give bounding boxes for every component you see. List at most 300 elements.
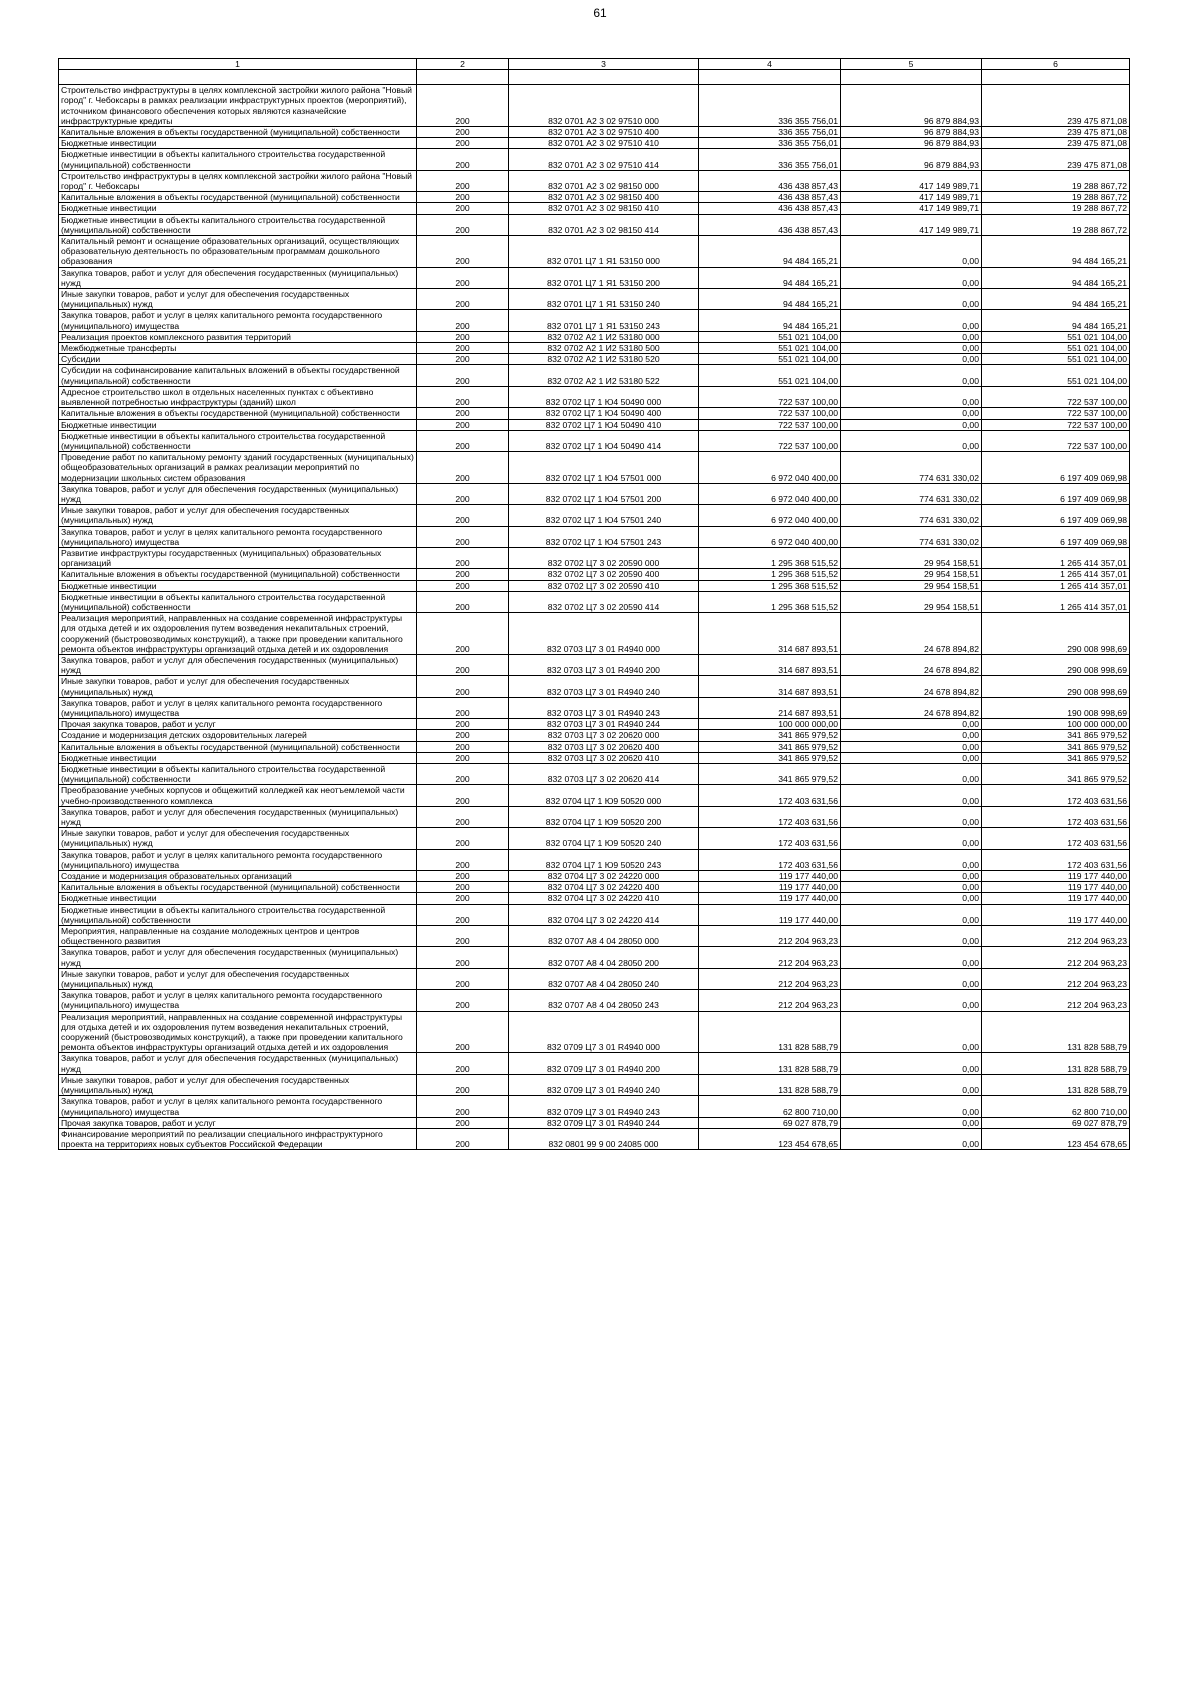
row-approved-cell: 123 454 678,65 bbox=[699, 1128, 841, 1149]
table-row bbox=[59, 430, 1130, 451]
row-executed-cell: 24 678 894,82 bbox=[841, 697, 982, 718]
row-executed-cell: 0,00 bbox=[841, 904, 982, 925]
row-classification-cell: 832 0702 Ц7 1 Ю4 57501 200 bbox=[509, 483, 699, 504]
table-row bbox=[59, 871, 1130, 882]
table-row bbox=[59, 149, 1130, 170]
row-unexecuted-cell: 290 008 998,69 bbox=[982, 676, 1130, 697]
row-unexecuted-cell: 341 865 979,52 bbox=[982, 730, 1130, 741]
row-unexecuted-cell: 172 403 631,56 bbox=[982, 785, 1130, 806]
row-name-cell: Создание и модернизация образовательных организаций bbox=[59, 871, 417, 882]
row-classification-cell: 832 0703 Ц7 3 02 20620 410 bbox=[509, 752, 699, 763]
row-code-cell: 200 bbox=[417, 926, 509, 947]
row-name-cell: Субсидии bbox=[59, 354, 417, 365]
row-code-cell: 200 bbox=[417, 904, 509, 925]
table-row bbox=[59, 1096, 1130, 1117]
row-unexecuted-cell: 1 265 414 357,01 bbox=[982, 580, 1130, 591]
row-code-cell: 200 bbox=[417, 149, 509, 170]
table-row bbox=[59, 1053, 1130, 1074]
row-approved-cell: 551 021 104,00 bbox=[699, 354, 841, 365]
row-name-cell: Бюджетные инвестиции bbox=[59, 752, 417, 763]
row-code-cell: 200 bbox=[417, 419, 509, 430]
row-name-cell: Реализация проектов комплексного развития территорий bbox=[59, 331, 417, 342]
row-unexecuted-cell: 239 475 871,08 bbox=[982, 138, 1130, 149]
row-name-cell: Реализация мероприятий, направленных на создание современной инфраструктуры для отдыха детей и их оздоровления путем возведения некапитальных строений, сооружений (быстровозводимых конструкций), а также при проведении капитального ремонта объектов инфраструктуры организаций отдыха детей и их оздоровления bbox=[59, 1011, 417, 1053]
row-unexecuted-cell: 551 021 104,00 bbox=[982, 343, 1130, 354]
row-approved-cell: 341 865 979,52 bbox=[699, 764, 841, 785]
row-executed-cell: 96 879 884,93 bbox=[841, 149, 982, 170]
row-code-cell: 200 bbox=[417, 741, 509, 752]
row-approved-cell: 436 438 857,43 bbox=[699, 214, 841, 235]
row-approved-cell: 436 438 857,43 bbox=[699, 192, 841, 203]
row-executed-cell: 774 631 330,02 bbox=[841, 483, 982, 504]
row-executed-cell: 0,00 bbox=[841, 354, 982, 365]
row-approved-cell: 551 021 104,00 bbox=[699, 343, 841, 354]
row-classification-cell: 832 0704 Ц7 3 02 24220 410 bbox=[509, 893, 699, 904]
row-executed-cell: 0,00 bbox=[841, 1053, 982, 1074]
row-classification-cell: 832 0703 Ц7 3 02 20620 400 bbox=[509, 741, 699, 752]
row-code-cell: 200 bbox=[417, 203, 509, 214]
row-code-cell: 200 bbox=[417, 408, 509, 419]
row-classification-cell: 832 0701 Ц7 1 Я1 53150 200 bbox=[509, 267, 699, 288]
row-executed-cell: 0,00 bbox=[841, 730, 982, 741]
row-classification-cell: 832 0703 Ц7 3 02 20620 414 bbox=[509, 764, 699, 785]
row-executed-cell: 0,00 bbox=[841, 331, 982, 342]
row-classification-cell: 832 0702 Ц7 3 02 20590 414 bbox=[509, 591, 699, 612]
row-unexecuted-cell: 123 454 678,65 bbox=[982, 1128, 1130, 1149]
row-unexecuted-cell: 212 204 963,23 bbox=[982, 990, 1130, 1011]
row-executed-cell: 0,00 bbox=[841, 719, 982, 730]
row-classification-cell: 832 0702 А2 1 И2 53180 520 bbox=[509, 354, 699, 365]
row-code-cell: 200 bbox=[417, 719, 509, 730]
row-executed-cell: 0,00 bbox=[841, 785, 982, 806]
row-unexecuted-cell: 94 484 165,21 bbox=[982, 267, 1130, 288]
row-name-cell: Закупка товаров, работ и услуг для обеспечения государственных (муниципальных) нужд bbox=[59, 267, 417, 288]
row-code-cell: 200 bbox=[417, 452, 509, 484]
row-approved-cell: 1 295 368 515,52 bbox=[699, 580, 841, 591]
row-unexecuted-cell: 6 197 409 069,98 bbox=[982, 452, 1130, 484]
row-unexecuted-cell: 290 008 998,69 bbox=[982, 613, 1130, 655]
row-unexecuted-cell: 341 865 979,52 bbox=[982, 741, 1130, 752]
table-row bbox=[59, 676, 1130, 697]
row-approved-cell: 436 438 857,43 bbox=[699, 203, 841, 214]
table-body bbox=[59, 85, 1130, 1150]
row-unexecuted-cell: 341 865 979,52 bbox=[982, 764, 1130, 785]
row-classification-cell: 832 0702 Ц7 1 Ю4 50490 410 bbox=[509, 419, 699, 430]
row-executed-cell: 0,00 bbox=[841, 430, 982, 451]
row-classification-cell: 832 0701 А2 3 02 98150 000 bbox=[509, 170, 699, 191]
row-unexecuted-cell: 722 537 100,00 bbox=[982, 408, 1130, 419]
row-code-cell: 200 bbox=[417, 310, 509, 331]
row-executed-cell: 29 954 158,51 bbox=[841, 580, 982, 591]
row-approved-cell: 100 000 000,00 bbox=[699, 719, 841, 730]
row-code-cell: 200 bbox=[417, 580, 509, 591]
table-row bbox=[59, 408, 1130, 419]
row-code-cell: 200 bbox=[417, 591, 509, 612]
row-classification-cell: 832 0702 А2 1 И2 53180 522 bbox=[509, 365, 699, 386]
row-classification-cell: 832 0704 Ц7 3 02 24220 000 bbox=[509, 871, 699, 882]
table-row bbox=[59, 849, 1130, 870]
row-executed-cell: 0,00 bbox=[841, 990, 982, 1011]
table-row bbox=[59, 613, 1130, 655]
row-classification-cell: 832 0704 Ц7 3 02 24220 400 bbox=[509, 882, 699, 893]
row-code-cell: 200 bbox=[417, 613, 509, 655]
table-row bbox=[59, 203, 1130, 214]
row-unexecuted-cell: 172 403 631,56 bbox=[982, 806, 1130, 827]
row-name-cell: Бюджетные инвестиции в объекты капитального строительства государственной (муниципальной) собственности bbox=[59, 149, 417, 170]
row-name-cell: Межбюджетные трансферты bbox=[59, 343, 417, 354]
row-unexecuted-cell: 172 403 631,56 bbox=[982, 849, 1130, 870]
row-name-cell: Закупка товаров, работ и услуг для обеспечения государственных (муниципальных) нужд bbox=[59, 483, 417, 504]
row-classification-cell: 832 0701 А2 3 02 97510 000 bbox=[509, 85, 699, 127]
row-unexecuted-cell: 94 484 165,21 bbox=[982, 236, 1130, 268]
row-code-cell: 200 bbox=[417, 236, 509, 268]
row-executed-cell: 0,00 bbox=[841, 289, 982, 310]
row-code-cell: 200 bbox=[417, 127, 509, 138]
row-classification-cell: 832 0704 Ц7 1 Ю9 50520 240 bbox=[509, 828, 699, 849]
row-approved-cell: 94 484 165,21 bbox=[699, 310, 841, 331]
row-name-cell: Бюджетные инвестиции в объекты капитального строительства государственной (муниципальной) собственности bbox=[59, 430, 417, 451]
row-name-cell: Закупка товаров, работ и услуг в целях капитального ремонта государственного (муниципального) имущества bbox=[59, 697, 417, 718]
row-executed-cell: 0,00 bbox=[841, 408, 982, 419]
table-row bbox=[59, 127, 1130, 138]
table-row bbox=[59, 85, 1130, 127]
row-approved-cell: 172 403 631,56 bbox=[699, 806, 841, 827]
row-code-cell: 200 bbox=[417, 289, 509, 310]
row-approved-cell: 341 865 979,52 bbox=[699, 730, 841, 741]
row-name-cell: Иные закупки товаров, работ и услуг для обеспечения государственных (муниципальных) нужд bbox=[59, 828, 417, 849]
row-unexecuted-cell: 239 475 871,08 bbox=[982, 127, 1130, 138]
row-classification-cell: 832 0702 Ц7 3 02 20590 410 bbox=[509, 580, 699, 591]
row-unexecuted-cell: 212 204 963,23 bbox=[982, 968, 1130, 989]
row-executed-cell: 774 631 330,02 bbox=[841, 452, 982, 484]
row-approved-cell: 336 355 756,01 bbox=[699, 127, 841, 138]
row-unexecuted-cell: 100 000 000,00 bbox=[982, 719, 1130, 730]
row-name-cell: Развитие инфраструктуры государственных (муниципальных) образовательных организаций bbox=[59, 547, 417, 568]
row-classification-cell: 832 0701 А2 3 02 97510 414 bbox=[509, 149, 699, 170]
row-approved-cell: 336 355 756,01 bbox=[699, 85, 841, 127]
row-code-cell: 200 bbox=[417, 828, 509, 849]
table-row bbox=[59, 752, 1130, 763]
row-executed-cell: 24 678 894,82 bbox=[841, 613, 982, 655]
row-name-cell: Создание и модернизация детских оздоровительных лагерей bbox=[59, 730, 417, 741]
row-classification-cell: 832 0709 Ц7 3 01 R4940 243 bbox=[509, 1096, 699, 1117]
table-row bbox=[59, 990, 1130, 1011]
row-unexecuted-cell: 119 177 440,00 bbox=[982, 893, 1130, 904]
row-classification-cell: 832 0707 А8 4 04 28050 200 bbox=[509, 947, 699, 968]
row-classification-cell: 832 0709 Ц7 3 01 R4940 244 bbox=[509, 1117, 699, 1128]
row-unexecuted-cell: 212 204 963,23 bbox=[982, 926, 1130, 947]
row-executed-cell: 417 149 989,71 bbox=[841, 203, 982, 214]
column-header-2: 2 bbox=[417, 59, 509, 70]
row-code-cell: 200 bbox=[417, 893, 509, 904]
row-name-cell: Строительство инфраструктуры в целях комплексной застройки жилого района "Новый город" г. Чебоксары bbox=[59, 170, 417, 191]
row-executed-cell: 0,00 bbox=[841, 828, 982, 849]
row-executed-cell: 29 954 158,51 bbox=[841, 591, 982, 612]
row-unexecuted-cell: 94 484 165,21 bbox=[982, 310, 1130, 331]
row-approved-cell: 6 972 040 400,00 bbox=[699, 505, 841, 526]
row-name-cell: Иные закупки товаров, работ и услуг для обеспечения государственных (муниципальных) нужд bbox=[59, 968, 417, 989]
row-unexecuted-cell: 212 204 963,23 bbox=[982, 947, 1130, 968]
row-unexecuted-cell: 131 828 588,79 bbox=[982, 1053, 1130, 1074]
row-approved-cell: 551 021 104,00 bbox=[699, 365, 841, 386]
row-name-cell: Бюджетные инвестиции bbox=[59, 419, 417, 430]
row-unexecuted-cell: 119 177 440,00 bbox=[982, 904, 1130, 925]
row-classification-cell: 832 0709 Ц7 3 01 R4940 200 bbox=[509, 1053, 699, 1074]
row-name-cell: Бюджетные инвестиции в объекты капитального строительства государственной (муниципальной) собственности bbox=[59, 904, 417, 925]
row-code-cell: 200 bbox=[417, 214, 509, 235]
row-classification-cell: 832 0707 А8 4 04 28050 243 bbox=[509, 990, 699, 1011]
row-approved-cell: 212 204 963,23 bbox=[699, 926, 841, 947]
column-header-1: 1 bbox=[59, 59, 417, 70]
row-approved-cell: 214 687 893,51 bbox=[699, 697, 841, 718]
row-name-cell: Закупка товаров, работ и услуг для обеспечения государственных (муниципальных) нужд bbox=[59, 1053, 417, 1074]
row-classification-cell: 832 0702 Ц7 1 Ю4 57501 243 bbox=[509, 526, 699, 547]
row-code-cell: 200 bbox=[417, 990, 509, 1011]
row-unexecuted-cell: 190 008 998,69 bbox=[982, 697, 1130, 718]
row-approved-cell: 314 687 893,51 bbox=[699, 654, 841, 675]
row-code-cell: 200 bbox=[417, 138, 509, 149]
table-row bbox=[59, 236, 1130, 268]
row-code-cell: 200 bbox=[417, 505, 509, 526]
row-code-cell: 200 bbox=[417, 267, 509, 288]
row-code-cell: 200 bbox=[417, 430, 509, 451]
row-approved-cell: 551 021 104,00 bbox=[699, 331, 841, 342]
row-unexecuted-cell: 551 021 104,00 bbox=[982, 354, 1130, 365]
row-executed-cell: 0,00 bbox=[841, 764, 982, 785]
row-code-cell: 200 bbox=[417, 1096, 509, 1117]
row-unexecuted-cell: 722 537 100,00 bbox=[982, 386, 1130, 407]
row-approved-cell: 131 828 588,79 bbox=[699, 1074, 841, 1095]
row-approved-cell: 62 800 710,00 bbox=[699, 1096, 841, 1117]
row-approved-cell: 172 403 631,56 bbox=[699, 849, 841, 870]
row-name-cell: Закупка товаров, работ и услуг в целях капитального ремонта государственного (муниципального) имущества bbox=[59, 526, 417, 547]
row-executed-cell: 0,00 bbox=[841, 236, 982, 268]
table-row bbox=[59, 926, 1130, 947]
row-name-cell: Иные закупки товаров, работ и услуг для обеспечения государственных (муниципальных) нужд bbox=[59, 1074, 417, 1095]
table-row bbox=[59, 580, 1130, 591]
column-header-6: 6 bbox=[982, 59, 1130, 70]
row-executed-cell: 0,00 bbox=[841, 871, 982, 882]
table-row bbox=[59, 947, 1130, 968]
row-approved-cell: 6 972 040 400,00 bbox=[699, 483, 841, 504]
row-code-cell: 200 bbox=[417, 343, 509, 354]
row-classification-cell: 832 0702 Ц7 1 Ю4 50490 400 bbox=[509, 408, 699, 419]
table-row bbox=[59, 591, 1130, 612]
row-unexecuted-cell: 119 177 440,00 bbox=[982, 882, 1130, 893]
row-executed-cell: 96 879 884,93 bbox=[841, 85, 982, 127]
row-classification-cell: 832 0701 Ц7 1 Я1 53150 000 bbox=[509, 236, 699, 268]
row-name-cell: Капитальные вложения в объекты государственной (муниципальной) собственности bbox=[59, 408, 417, 419]
table-row bbox=[59, 138, 1130, 149]
row-name-cell: Закупка товаров, работ и услуг в целях капитального ремонта государственного (муниципального) имущества bbox=[59, 990, 417, 1011]
row-approved-cell: 119 177 440,00 bbox=[699, 904, 841, 925]
row-executed-cell: 417 149 989,71 bbox=[841, 192, 982, 203]
table-row bbox=[59, 697, 1130, 718]
table-row bbox=[59, 419, 1130, 430]
row-unexecuted-cell: 239 475 871,08 bbox=[982, 85, 1130, 127]
row-code-cell: 200 bbox=[417, 676, 509, 697]
row-approved-cell: 119 177 440,00 bbox=[699, 871, 841, 882]
table-row bbox=[59, 354, 1130, 365]
table-row bbox=[59, 719, 1130, 730]
row-classification-cell: 832 0701 А2 3 02 98150 414 bbox=[509, 214, 699, 235]
row-name-cell: Иные закупки товаров, работ и услуг для обеспечения государственных (муниципальных) нужд bbox=[59, 676, 417, 697]
table-row bbox=[59, 214, 1130, 235]
row-classification-cell: 832 0703 Ц7 3 01 R4940 244 bbox=[509, 719, 699, 730]
row-approved-cell: 119 177 440,00 bbox=[699, 893, 841, 904]
row-approved-cell: 341 865 979,52 bbox=[699, 752, 841, 763]
table-row bbox=[59, 741, 1130, 752]
row-classification-cell: 832 0709 Ц7 3 01 R4940 240 bbox=[509, 1074, 699, 1095]
table-row bbox=[59, 289, 1130, 310]
row-name-cell: Закупка товаров, работ и услуг в целях капитального ремонта государственного (муниципального) имущества bbox=[59, 310, 417, 331]
row-classification-cell: 832 0703 Ц7 3 01 R4940 000 bbox=[509, 613, 699, 655]
row-name-cell: Проведение работ по капитальному ремонту зданий государственных (муниципальных) общеобразовательных организаций в рамках реализации мероприятий по модернизации школьных систем образования bbox=[59, 452, 417, 484]
row-code-cell: 200 bbox=[417, 697, 509, 718]
row-unexecuted-cell: 172 403 631,56 bbox=[982, 828, 1130, 849]
row-name-cell: Прочая закупка товаров, работ и услуг bbox=[59, 1117, 417, 1128]
row-unexecuted-cell: 131 828 588,79 bbox=[982, 1074, 1130, 1095]
row-code-cell: 200 bbox=[417, 785, 509, 806]
row-executed-cell: 417 149 989,71 bbox=[841, 170, 982, 191]
row-unexecuted-cell: 551 021 104,00 bbox=[982, 331, 1130, 342]
row-approved-cell: 436 438 857,43 bbox=[699, 170, 841, 191]
row-executed-cell: 0,00 bbox=[841, 968, 982, 989]
row-code-cell: 200 bbox=[417, 1011, 509, 1053]
row-unexecuted-cell: 119 177 440,00 bbox=[982, 871, 1130, 882]
table-row bbox=[59, 267, 1130, 288]
row-code-cell: 200 bbox=[417, 1117, 509, 1128]
row-name-cell: Бюджетные инвестиции в объекты капитального строительства государственной (муниципальной) собственности bbox=[59, 214, 417, 235]
row-classification-cell: 832 0704 Ц7 3 02 24220 414 bbox=[509, 904, 699, 925]
row-name-cell: Реализация мероприятий, направленных на создание современной инфраструктуры для отдыха детей и их оздоровления путем возведения некапитальных строений, сооружений (быстровозводимых конструкций), а также при проведении капитального ремонта объектов инфраструктуры организаций отдыха детей и их оздоровления bbox=[59, 613, 417, 655]
row-approved-cell: 212 204 963,23 bbox=[699, 990, 841, 1011]
row-classification-cell: 832 0702 Ц7 1 Ю4 50490 000 bbox=[509, 386, 699, 407]
row-approved-cell: 722 537 100,00 bbox=[699, 419, 841, 430]
row-code-cell: 200 bbox=[417, 569, 509, 580]
table-row bbox=[59, 1074, 1130, 1095]
row-approved-cell: 341 865 979,52 bbox=[699, 741, 841, 752]
row-approved-cell: 1 295 368 515,52 bbox=[699, 547, 841, 568]
row-classification-cell: 832 0801 99 9 00 24085 000 bbox=[509, 1128, 699, 1149]
row-approved-cell: 212 204 963,23 bbox=[699, 968, 841, 989]
row-name-cell: Закупка товаров, работ и услуг в целях капитального ремонта государственного (муниципального) имущества bbox=[59, 849, 417, 870]
row-name-cell: Закупка товаров, работ и услуг для обеспечения государственных (муниципальных) нужд bbox=[59, 947, 417, 968]
table-row bbox=[59, 968, 1130, 989]
column-header-5: 5 bbox=[841, 59, 982, 70]
row-name-cell: Бюджетные инвестиции bbox=[59, 893, 417, 904]
row-classification-cell: 832 0704 Ц7 1 Ю9 50520 243 bbox=[509, 849, 699, 870]
table-row bbox=[59, 569, 1130, 580]
row-approved-cell: 336 355 756,01 bbox=[699, 149, 841, 170]
row-classification-cell: 832 0707 А8 4 04 28050 240 bbox=[509, 968, 699, 989]
table-row bbox=[59, 505, 1130, 526]
row-approved-cell: 722 537 100,00 bbox=[699, 386, 841, 407]
row-classification-cell: 832 0701 А2 3 02 97510 410 bbox=[509, 138, 699, 149]
row-classification-cell: 832 0707 А8 4 04 28050 000 bbox=[509, 926, 699, 947]
row-executed-cell: 774 631 330,02 bbox=[841, 505, 982, 526]
table-row bbox=[59, 806, 1130, 827]
row-name-cell: Субсидии на софинансирование капитальных вложений в объекты государственной (муниципальной) собственности bbox=[59, 365, 417, 386]
row-approved-cell: 131 828 588,79 bbox=[699, 1053, 841, 1074]
row-classification-cell: 832 0702 А2 1 И2 53180 000 bbox=[509, 331, 699, 342]
row-code-cell: 200 bbox=[417, 882, 509, 893]
row-classification-cell: 832 0701 А2 3 02 97510 400 bbox=[509, 127, 699, 138]
row-classification-cell: 832 0703 Ц7 3 02 20620 000 bbox=[509, 730, 699, 741]
table-row bbox=[59, 730, 1130, 741]
table-row bbox=[59, 386, 1130, 407]
row-approved-cell: 314 687 893,51 bbox=[699, 613, 841, 655]
row-name-cell: Преобразование учебных корпусов и общежитий колледжей как неотъемлемой части учебно-производственного комплекса bbox=[59, 785, 417, 806]
row-code-cell: 200 bbox=[417, 654, 509, 675]
row-classification-cell: 832 0704 Ц7 1 Ю9 50520 000 bbox=[509, 785, 699, 806]
row-executed-cell: 0,00 bbox=[841, 365, 982, 386]
row-code-cell: 200 bbox=[417, 968, 509, 989]
row-unexecuted-cell: 341 865 979,52 bbox=[982, 752, 1130, 763]
row-unexecuted-cell: 19 288 867,72 bbox=[982, 203, 1130, 214]
page-number: 61 bbox=[593, 6, 607, 20]
column-number-row bbox=[59, 59, 1130, 70]
row-name-cell: Бюджетные инвестиции bbox=[59, 138, 417, 149]
table-row bbox=[59, 1011, 1130, 1053]
row-name-cell: Бюджетные инвестиции в объекты капитального строительства государственной (муниципальной) собственности bbox=[59, 764, 417, 785]
row-unexecuted-cell: 1 265 414 357,01 bbox=[982, 547, 1130, 568]
row-executed-cell: 0,00 bbox=[841, 1117, 982, 1128]
row-executed-cell: 0,00 bbox=[841, 752, 982, 763]
row-executed-cell: 0,00 bbox=[841, 947, 982, 968]
row-executed-cell: 417 149 989,71 bbox=[841, 214, 982, 235]
row-classification-cell: 832 0702 А2 1 И2 53180 500 bbox=[509, 343, 699, 354]
row-unexecuted-cell: 6 197 409 069,98 bbox=[982, 526, 1130, 547]
table-row bbox=[59, 365, 1130, 386]
header-spacer-row bbox=[59, 70, 1130, 85]
row-executed-cell: 0,00 bbox=[841, 1128, 982, 1149]
row-executed-cell: 96 879 884,93 bbox=[841, 138, 982, 149]
row-code-cell: 200 bbox=[417, 192, 509, 203]
row-name-cell: Бюджетные инвестиции в объекты капитального строительства государственной (муниципальной) собственности bbox=[59, 591, 417, 612]
row-executed-cell: 0,00 bbox=[841, 882, 982, 893]
row-code-cell: 200 bbox=[417, 170, 509, 191]
row-classification-cell: 832 0703 Ц7 3 01 R4940 243 bbox=[509, 697, 699, 718]
row-unexecuted-cell: 19 288 867,72 bbox=[982, 192, 1130, 203]
table-row bbox=[59, 310, 1130, 331]
row-code-cell: 200 bbox=[417, 1053, 509, 1074]
row-name-cell: Закупка товаров, работ и услуг для обеспечения государственных (муниципальных) нужд bbox=[59, 806, 417, 827]
row-name-cell: Капитальные вложения в объекты государственной (муниципальной) собственности bbox=[59, 882, 417, 893]
row-executed-cell: 24 678 894,82 bbox=[841, 654, 982, 675]
row-executed-cell: 0,00 bbox=[841, 926, 982, 947]
budget-execution-table bbox=[58, 58, 1130, 1150]
table-row bbox=[59, 882, 1130, 893]
table-row bbox=[59, 526, 1130, 547]
table-row bbox=[59, 904, 1130, 925]
row-approved-cell: 119 177 440,00 bbox=[699, 882, 841, 893]
row-approved-cell: 172 403 631,56 bbox=[699, 828, 841, 849]
row-code-cell: 200 bbox=[417, 806, 509, 827]
row-classification-cell: 832 0701 Ц7 1 Я1 53150 240 bbox=[509, 289, 699, 310]
table-row bbox=[59, 893, 1130, 904]
row-unexecuted-cell: 239 475 871,08 bbox=[982, 149, 1130, 170]
row-unexecuted-cell: 1 265 414 357,01 bbox=[982, 591, 1130, 612]
row-code-cell: 200 bbox=[417, 547, 509, 568]
table-row bbox=[59, 192, 1130, 203]
row-executed-cell: 24 678 894,82 bbox=[841, 676, 982, 697]
row-unexecuted-cell: 722 537 100,00 bbox=[982, 430, 1130, 451]
row-classification-cell: 832 0702 Ц7 1 Ю4 57501 240 bbox=[509, 505, 699, 526]
row-code-cell: 200 bbox=[417, 1128, 509, 1149]
table-row bbox=[59, 452, 1130, 484]
row-executed-cell: 29 954 158,51 bbox=[841, 569, 982, 580]
